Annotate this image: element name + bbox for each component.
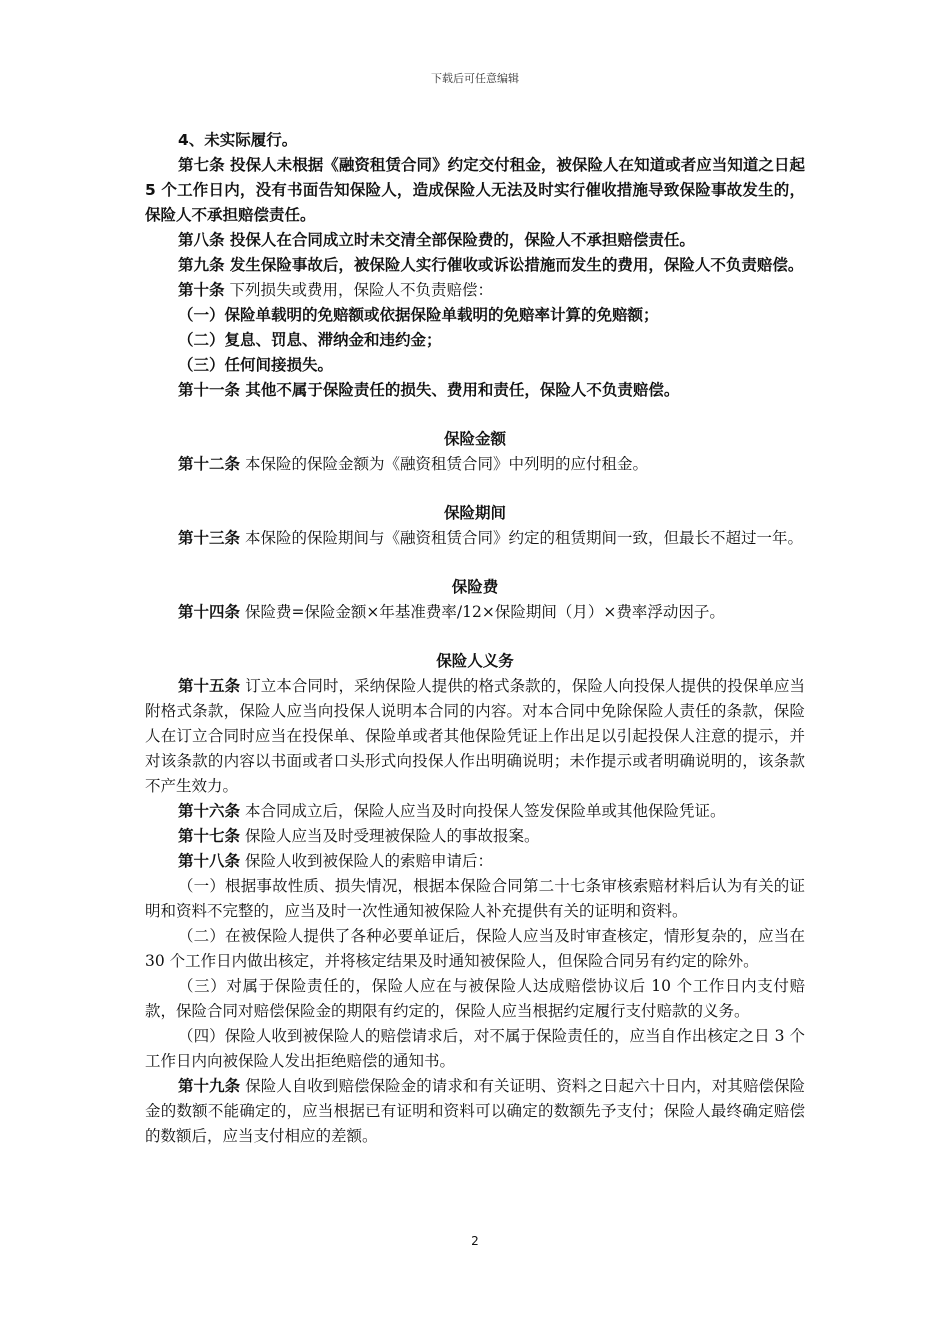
article-paragraph [145,526,805,551]
section-heading: 保险人义务 [436,652,514,670]
article-label: 第十六条 [178,802,241,820]
document-body [145,128,805,1149]
article-label: 第十三条 [178,529,241,547]
article-paragraph [145,600,805,625]
bold-paragraph: （三）任何间接损失。 [178,356,334,374]
article-text: 保险费=保险金额×年基准费率/12×保险期间（月）×费率浮动因子。 [240,603,725,621]
article-paragraph [145,1074,805,1149]
bold-paragraph: 第九条 发生保险事故后，被保险人实行催收或诉讼措施而发生的费用，保险人不负责赔偿。 [178,256,804,274]
article-label: 第十二条 [178,455,241,473]
section-gap [145,477,805,501]
page-number: 2 [471,1234,479,1248]
article-label: 第十七条 [178,827,241,845]
article-text: 下列损失或费用，保险人不负责赔偿： [224,281,493,299]
section-heading: 保险期间 [443,504,506,522]
bold-paragraph: 4、未实际履行。 [178,131,298,149]
article-paragraph [145,849,805,874]
bold-paragraph: 第八条 投保人在合同成立时未交清全部保险费的，保险人不承担赔偿责任。 [178,231,695,249]
section-gap [145,403,805,427]
bold-paragraph: 第十一条 其他不属于保险责任的损失、费用和责任，保险人不负责赔偿。 [178,381,680,399]
bold-paragraph: （二）复息、罚息、滞纳金和违约金； [178,331,442,349]
article-paragraph [145,799,805,824]
paragraph: （四）保险人收到被保险人的赔偿请求后，对不属于保险责任的，应当自作出核定之日 3 个工作日内向被保险人发出拒绝赔偿的通知书。 [145,1027,805,1070]
article-text: 本保险的保险期间与《融资租赁合同》约定的租赁期间一致，但最长不超过一年。 [240,529,803,547]
paragraph: （一）根据事故性质、损失情况，根据本保险合同第二十七条审核索赔材料后认为有关的证明和资料不完整的，应当及时一次性通知被保险人补充提供有关的证明和资料。 [145,877,805,920]
article-text: 保险人自收到赔偿保险金的请求和有关证明、资料之日起六十日内，对其赔偿保险金的数额不能确定的，应当根据已有证明和资料可以确定的数额先予支付；保险人最终确定赔偿的数额后，应当支付相应的差额。 [145,1077,805,1145]
section-gap [145,625,805,649]
article-paragraph [145,824,805,849]
article-text: 订立本合同时，采纳保险人提供的格式条款的，保险人向投保人提供的投保单应当附格式条款，保险人应当向投保人说明本合同的内容。对本合同中免除保险人责任的条款，保险人在订立合同时应当在投保单、保险单或者其他保险凭证上作出足以引起投保人注意的提示，并对该条款的内容以书面或者口头形式向投保人作出明确说明；未作提示或者明确说明的，该条款不产生效力。 [145,677,805,795]
article-label: 第十四条 [178,603,241,621]
article-label: 第十条 [178,281,225,299]
article-label: 第十九条 [178,1077,241,1095]
article-text: 本保险的保险金额为《融资租赁合同》中列明的应付租金。 [240,455,648,473]
paragraph: （二）在被保险人提供了各种必要单证后，保险人应当及时审查核定，情形复杂的，应当在 30 个工作日内做出核定，并将核定结果及时通知被保险人，但保险合同另有约定的除外。 [145,927,805,970]
page-header: 下载后可任意编辑 [431,72,519,85]
section-gap [145,551,805,575]
article-paragraph [145,452,805,477]
bold-paragraph: （一）保险单载明的免赔额或依据保险单载明的免赔率计算的免赔额； [178,306,659,324]
section-heading: 保险金额 [443,430,506,448]
paragraph: （三）对属于保险责任的，保险人应在与被保险人达成赔偿协议后 10 个工作日内支付赔款，保险合同对赔偿保险金的期限有约定的，保险人应当根据约定履行支付赔款的义务。 [145,977,805,1020]
article-text: 本合同成立后，保险人应当及时向投保人签发保险单或其他保险凭证。 [240,802,726,820]
article-text: 保险人应当及时受理被保险人的事故报案。 [240,827,540,845]
bold-paragraph: 第七条 投保人未根据《融资租赁合同》约定交付租金，被保险人在知道或者应当知道之日起 5 个工作日内，没有书面告知保险人，造成保险人无法及时实行催收措施导致保险事故发生的，保险人不承担赔偿责任。 [145,156,805,224]
article-label: 第十八条 [178,852,241,870]
article-label: 第十五条 [178,677,241,695]
article-paragraph [145,278,805,303]
section-heading: 保险费 [451,578,499,596]
article-paragraph [145,674,805,799]
article-text: 保险人收到被保险人的索赔申请后： [240,852,493,870]
